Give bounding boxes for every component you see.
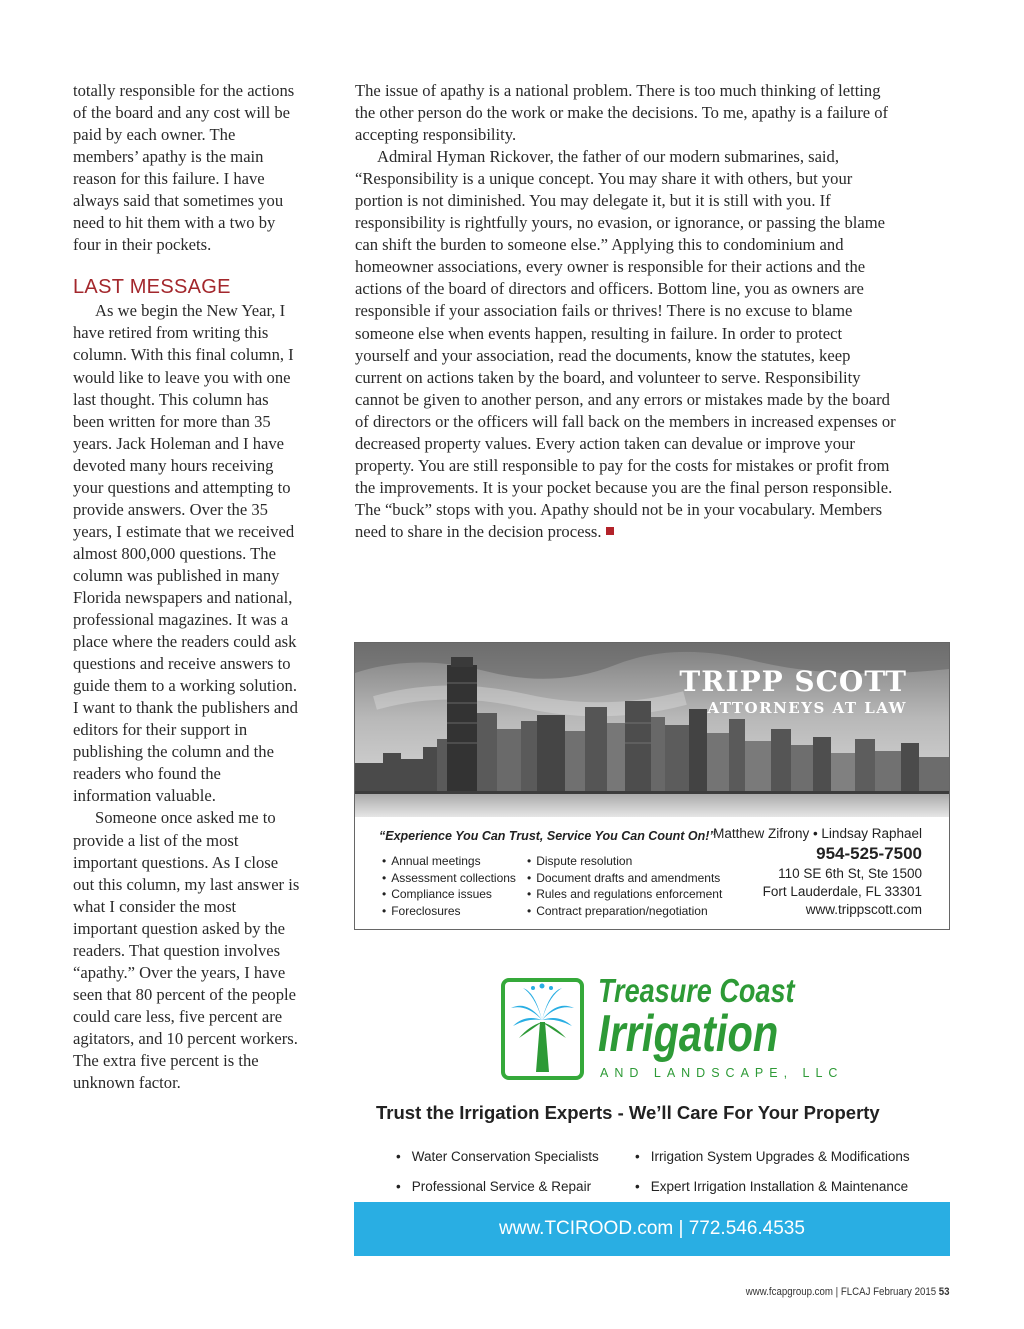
list-item: • Rules and regulations enforcement [527,886,722,903]
palm-tree-logo [501,978,584,1080]
right-column [355,80,900,543]
end-of-article-mark [606,527,614,535]
tripp-phone[interactable]: 954-525-7500 [816,844,922,863]
rickover-paragraph-text: Admiral Hyman Rickover, the father of our modern submarines, said, “Responsibility is a unique concept. You may share it with others, but your portion is not diminished. You may delegate it, but it is still with you. If responsibility is rightfully yours, no evasion, or ignorance, or passing the blame can shift the burden to someone else.” Applying this to condominium and homeowner associations, every owner is responsible for their actions and the actions of the board of directors and officers. Bottom line, you as owners are responsible if your association fails or thrives! There is no excuse to blame someone else when events happen, resulting in failure. In order to protect yourself and your association, read the documents, know the statutes, keep current on actions taken by the board, and volunteer to serve. Responsibility cannot be given to another person, and any errors or mistakes made by the board of directors or the officers will fall back on the members in increased expenses or decreased property values. Every action taken can devalue or improve your property. You are still responsible to pay for the costs for mistakes or profit from the improvements. It is your pocket because you are the final person responsible. The “buck” stops with you. Apathy should not be in your vocabulary. Members need to share in the decision process. [355,147,896,541]
miami-skyline-photo [355,643,949,817]
tripp-services-right [527,853,722,919]
list-item: • Expert Irrigation Installation & Maintenance [635,1172,910,1202]
list-item: • Annual meetings [382,853,516,870]
footer-site-link[interactable]: www.fcapgroup.com [746,1286,834,1298]
tripp-scott-subtitle: ATTORNEYS AT LAW [707,699,907,717]
rickover-paragraph [355,146,900,543]
list-item: • Water Conservation Specialists [396,1142,599,1172]
list-item: • Contract preparation/negotiation [527,903,722,920]
treasure-coast-advertisement[interactable] [354,966,950,1256]
palm-tree-icon [505,982,580,1076]
apathy-paragraph: The issue of apathy is a national problem. There is too much thinking of letting the other person do the work or make the decisions. To me, apathy is a failure of accepting responsibility. [355,81,889,145]
tripp-scott-advertisement[interactable] [354,642,950,930]
list-item: • Irrigation System Upgrades & Modifications [635,1142,910,1172]
list-item: • Professional Service & Repair [396,1172,599,1202]
page-footer [746,1286,950,1298]
tc-contact-bar[interactable]: www.TCIROOD.com | 772.546.4535 [354,1202,950,1256]
tc-services-left [396,1142,599,1202]
tripp-services-left [382,853,516,919]
tripp-address-line2: Fort Lauderdale, FL 33301 [762,884,922,899]
tc-services-right [635,1142,910,1202]
last-message-paragraph-2: Someone once asked me to provide a list of the most important questions. As I close out this column, my last answer is what I consider the most important question asked by the readers. That question involves “apathy.” Over the years, I have seen that 80 percent of the people could care less, five percent are agitators, and 10 percent workers. The extra five percent is the unknown factor. [73,808,300,1093]
footer-publication: FLCAJ [841,1286,871,1298]
list-item: • Assessment collections [382,870,516,887]
tripp-scott-name: TRIPP SCOTT [679,665,907,698]
footer-separator: | [836,1286,842,1298]
tc-headline: Trust the Irrigation Experts - We’ll Care For Your Property [376,1102,880,1123]
left-column [73,80,301,1094]
tripp-website-link[interactable]: www.trippscott.com [805,902,922,917]
page-number: 53 [939,1286,950,1298]
tripp-address-line1: 110 SE 6th St, Ste 1500 [778,866,922,881]
list-item: • Dispute resolution [527,853,722,870]
last-message-paragraph-1: As we begin the New Year, I have retired from writing this column. With this final column, I would like to leave you with one last thought. This column has been written for more than 35 years. Jack Holeman and I have devoted many hours receiving your questions and attempting to provide answers. Over the 35 years, I estimate that we received almost 800,000 questions. The column was published in many Florida newspapers and national, professional magazines. It was a place where the readers could ask questions and receive answers to guide them to a working solution. I want to thank the publishers and editors for their support in publishing the column and the readers who found the information valuable. [73,301,298,806]
list-item: • Compliance issues [382,886,516,903]
list-item: • Foreclosures [382,903,516,920]
and-landscape-name: AND LANDSCAPE, LLC [600,1066,844,1080]
tripp-contact-block [713,825,922,919]
treasure-coast-name: Treasure Coast [598,972,795,1009]
irrigation-name: Irrigation [598,1005,779,1063]
attorney-names: Matthew Zifrony • Lindsay Raphael [713,826,922,841]
continuation-paragraph: totally responsible for the actions of the board and any cost will be paid by each owner. The members’ apathy is the main reason for this failure. I have always said that sometimes you need to hit them with a two by four in their pockets. [73,81,295,255]
tripp-scott-tagline: “Experience You Can Trust, Service You Can Count On!” [379,829,716,843]
section-heading-last-message: LAST MESSAGE [73,276,231,299]
footer-date: February 2015 [873,1286,937,1298]
list-item: • Document drafts and amendments [527,870,722,887]
